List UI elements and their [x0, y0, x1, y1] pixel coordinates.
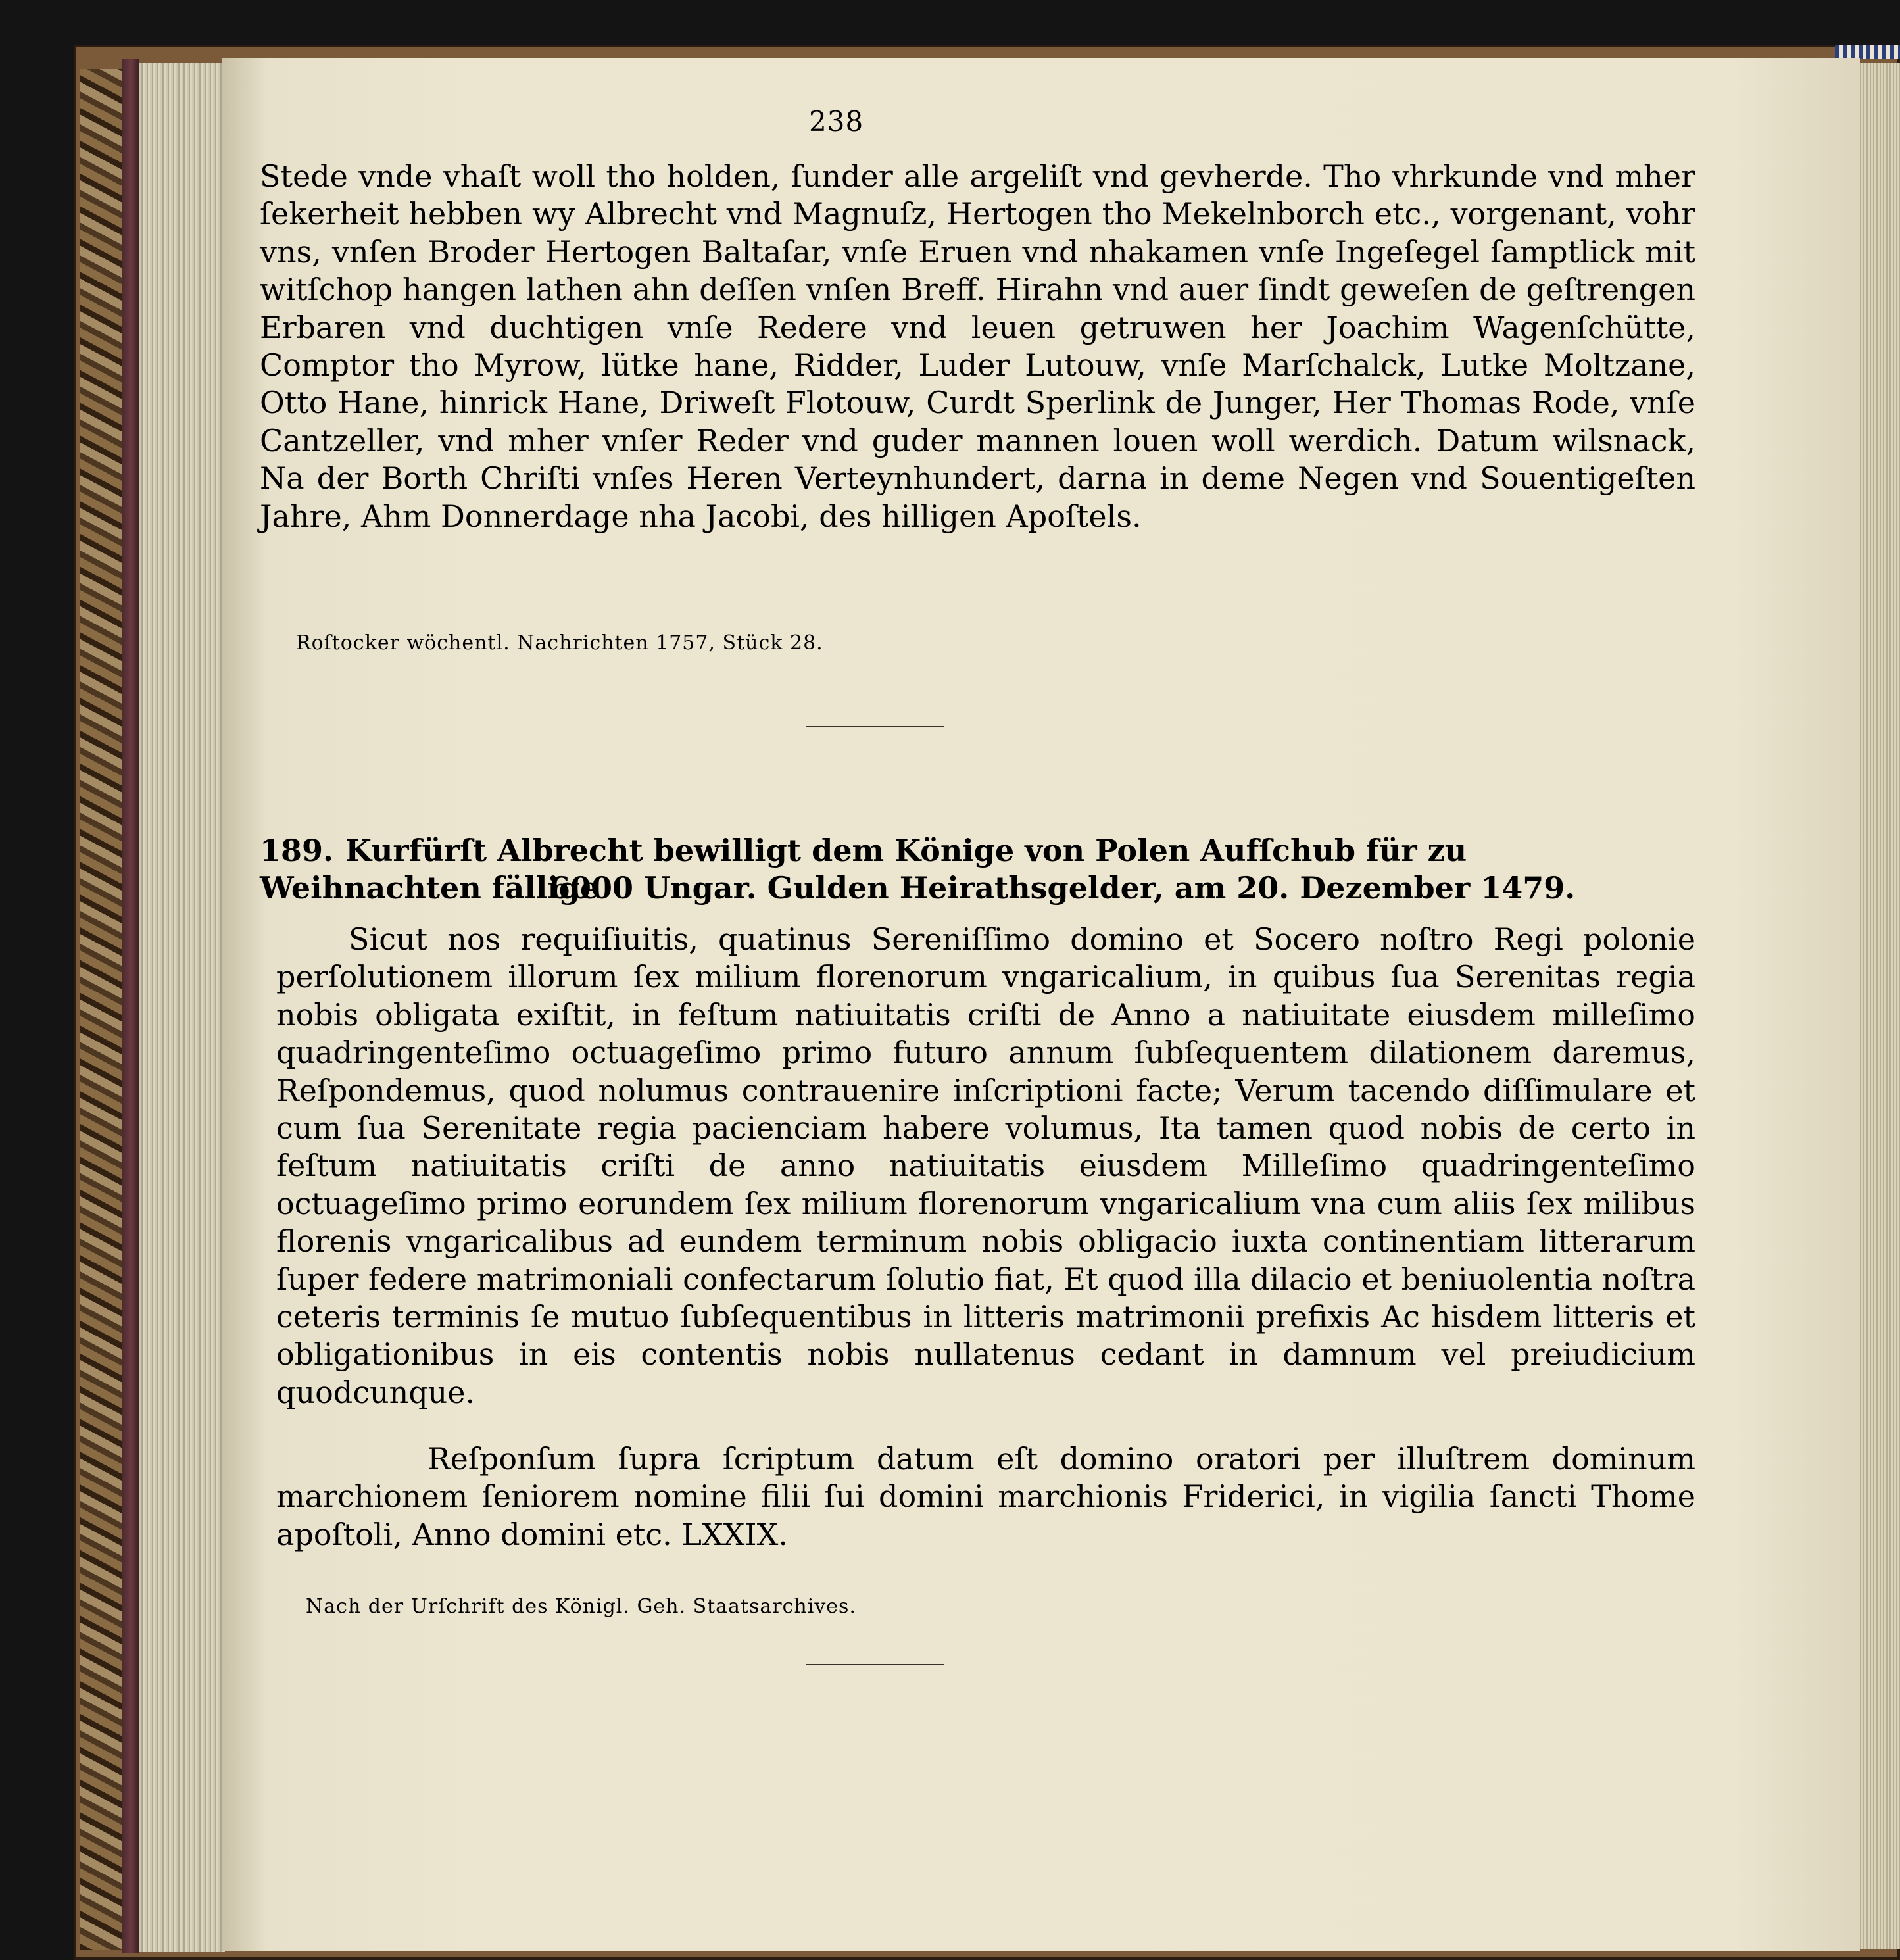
decree-paragraph: Sicut nos requiſiuitis, quatinus Sereniſſimo domino et Socero noſtro Regi polonie perſolutionem illorum ſex milium florenorum vngaricalium, in quibus ſua Serenitas regia nobis obligata exiſtit, in feſtum natiuitatis criſti de Anno a natiuitate eiusdem milleſimo quadringenteſimo octuageſimo primo futuro annum ſubſequentem dilationem daremus, Reſpondemus, quod nolumus contrauenire inſcriptioni facte; Verum tacendo diſſimulare et cum ſua Serenitate regia pacienciam habere volumus, Ita tamen quod nobis de certo in feſtum natiuitatis criſti de anno natiuitatis eiusdem Milleſimo quadringenteſimo octuageſimo primo eorundem ſex milium florenorum vngaricalium vna cum aliis ſex milibus florenis vngaricalibus ad eundem terminum nobis obligacio iuxta continentiam litterarum ſuper federe matrimoniali confectarum ſolutio fiat, Et quod illa dilacio et beniuolentia noſtra ceteris terminis ſe mutuo ſubſequentibus in litteris matrimonii prefixis Ac hisdem litteris et obligationibus in eis contentis nobis nullatenus cedant in damnum vel preiudicium quodcunque. — [276, 921, 1695, 1410]
page-edges-right — [1855, 63, 1900, 1949]
document-number: 189. — [260, 833, 334, 868]
page-edges-left — [139, 63, 225, 1952]
source-citation-1: Roſtocker wöchentl. Nachrichten 1757, Stück 28. — [296, 631, 823, 654]
page-number: 238 — [809, 105, 864, 137]
bookmark-ribbon — [1835, 45, 1900, 59]
section-divider-2 — [806, 1664, 944, 1665]
letter-paragraph: Stede vnde vhaſt woll tho holden, ſunder alle argeliſt vnd gevherde. Tho vhrkunde vnd mher ſekerheit hebben wy Albrecht vnd Magnuſz, Hertogen tho Mekelnborch etc., vorgenant, vohr vns, vnſen Broder Hertogen Baltaſar, vnſe Eruen vnd nhakamen vnſe Ingeſegel ſamptlick mit witſchop hangen lathen ahn deſſen vnſen Breff. Hirahn vnd auer ſindt geweſen de geſtrengen Erbaren vnd duchtigen vnſe Redere vnd leuen getruwen her Joachim Wagenſchütte, Comptor tho Myrow, lütke hane, Ridder, Luder Lutouw, vnſe Marſchalck, Lutke Moltzane, Otto Hane, hinrick Hane, Driweſt Flotouw, Curdt Sperlink de Junger, Her Thomas Rode, vnſe Cantzeller, vnd mher vnſer Reder vnd guder mannen louen woll werdich. Datum wilsnack, Na der Borth Chriſti vnſes Heren Verteynhundert, darna in deme Negen vnd Souentigeſten Jahre, Ahm Donnerdage nha Jacobi, des hilligen Apoſtels. — [260, 159, 1695, 534]
section-divider-1 — [806, 726, 944, 727]
response-paragraph: Reſponſum ſupra ſcriptum datum eſt domino oratori per illuſtrem dominum marchionem ſeniorem nomine filii ſui domini marchionis Friderici, in vigilia ſancti Thome apoſtoli, Anno domini etc. LXXIX. — [276, 1441, 1695, 1552]
document-heading-line-2: 6000 Ungar. Gulden Heirathsgelder, am 20. Dezember 1479. — [549, 870, 1576, 906]
heading-text-1: Kurfürſt Albrecht bewilligt dem Könige von Polen Aufſchub für zu Weihnachten fällige — [260, 833, 1467, 906]
source-citation-2: Nach der Urſchrift des Königl. Geh. Staatsarchives. — [306, 1595, 856, 1618]
spine-endband — [122, 59, 139, 1953]
